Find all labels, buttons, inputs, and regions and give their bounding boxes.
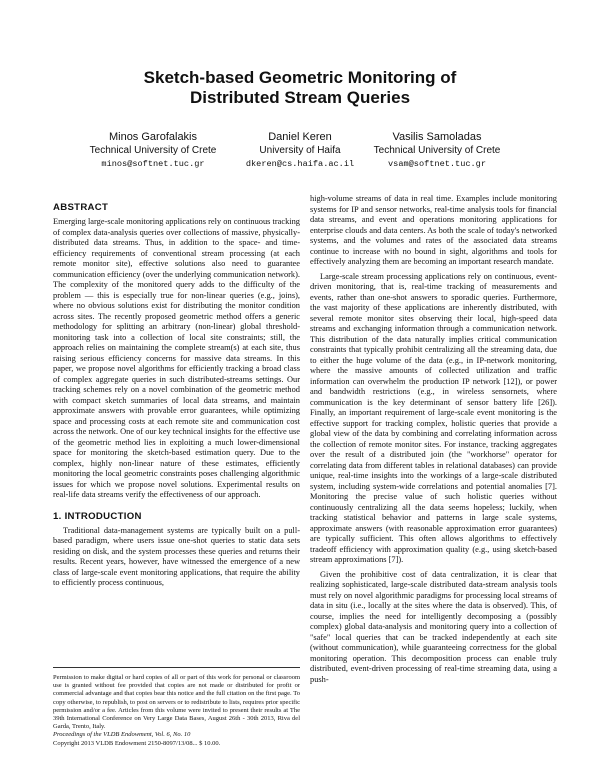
author-name: Minos Garofalakis (108, 131, 198, 143)
copyright-line: Copyright 2013 VLDB Endowment 2150-8097/13/08... $ 10.00. (53, 739, 221, 747)
author-email: vsam@softnet.tuc.gr (388, 159, 486, 169)
abstract-text: Emerging large-scale monitoring applications rely on continuous tracking of complex data-analysis queries over collections of massive, physically-distributed data streams. Thus, in addition to the space- and time-efficiency requirements of conventional stream processing (at each remote monitor site), effective solutions also need to guarantee communication efficiency (over the underlying communication network). The complexity of the monitored query adds to the difficulty of the problem — this is especially true for non-linear queries (e.g., joins), where no obvious solutions exist for distributing the monitor condition across sites. The recently proposed geometric method offers a generic methodology for splitting an arbitrary (non-linear) global threshold-monitoring task into a collection of local site constraints; still, the approach relies on maintaining the complete stream(s) at each site, thus raising serious efficiency concerns for massive data streams. In this paper, we propose novel algorithms for efficiently tracking a broad class of complex aggregate queries in such distributed-streams settings. Our tracking schemes rely on a novel combination of the geometric method with compact sketch summaries of local data streams, and maintain approximate answers with provable error guarantees, while optimizing space and processing costs at each remote site and communication cost across the network. One of our key technical insights for the effective use of the geometric method lies in exploiting a much lower-dimensional space for monitoring the sketch-based estimation query. Due to the complex, highly non-linear nature of these estimates, efficiently monitoring the local geometric constraints poses challenging algorithmic issues for which we propose novel solutions. Experimental results on real-life data streams verify the effectiveness of our approach. (53, 217, 300, 499)
author-name: Daniel Keren (268, 131, 332, 143)
paper-title-line-1: Sketch-based Geometric Monitoring of (143, 68, 457, 87)
right-paragraph-1: high-volume streams of data in real time. Examples include monitoring systems for IP and sensor networks, real-time analysis tools for financial data streams, and event and operations monitoring applications for enterprise clouds and data centers. As both the scale of today's networked systems, and the volumes and rates of the associated data streams continue to increase with no bound in sight, algorithms and tools for effectively analyzing them are becoming an important research mandate. (310, 194, 557, 266)
author-affiliation: University of Haifa (259, 145, 341, 156)
author-block (0, 131, 600, 181)
author-affiliation: Technical University of Crete (373, 145, 501, 156)
paper-title (0, 68, 600, 108)
paper-title-line-2: Distributed Stream Queries (189, 88, 411, 107)
author-name: Vasilis Samoladas (392, 131, 482, 143)
permission-text: Permission to make digital or hard copies of all or part of this work for personal or classroom use is granted without fee provided that copies are not made or distributed for profit or commercial advantage and that copies bear this notice and the full citation on the first page. To copy otherwise, to republish, to post on servers or to redistribute to lists, requires prior specific permission and/or a fee. Articles from this volume were invited to present their results at The 39th International Conference on Very Large Data Bases, August 26th - 30th 2013, Riva del Garda, Trento, Italy. (53, 674, 300, 731)
right-paragraph-2: Large-scale stream processing applications rely on continuous, event-driven monitoring, that is, real-time tracking of measurements and events, rather than one-shot answers to sporadic queries. Furthermore, the vast majority of these applications are inherently distributed, with several remote monitor sites observing their local, high-speed data streams and exchanging information through a communication network. This distribution of the data naturally implies critical communication constraints that typically prohibit centralizing all the streaming data, due to either the huge volume of the data (e.g., in IP-network monitoring, where the massive amounts of collected utilization and traffic information can overwhelm the production IP network [12]), or power and bandwidth restrictions (e.g., in wireless sensornets, where communication is the key determinant of sensor battery life [26]). Finally, an important requirement of large-scale event monitoring is the effective support for tracking complex, holistic queries that provide a global view of the data by combining and correlating information across the collection of remote monitor sites. For instance, tracking aggregates over the result of a distributed join (the "workhorse" operator for correlating data from different tables in relational databases) can provide unique, real-time insights into the workings of a large-scale distributed system, including system-wide correlations and potential anomalies [7]. Monitoring the precise value of such holistic queries without continuously centralizing all the data seems hopeless; luckily, when tracking statistical behavior and patterns in large scale systems, approximate answers (with reasonable approximation error guarantees) are typically sufficient. This often allows algorithms to effectively tradeoff efficiency with approximation quality (e.g., using sketch-based stream approximations [7]). (310, 271, 557, 564)
author-email: minos@softnet.tuc.gr (101, 159, 205, 169)
right-column (310, 194, 557, 689)
permission-footnote (53, 667, 300, 748)
abstract-heading: ABSTRACT (53, 202, 109, 213)
left-column (53, 196, 300, 593)
author-affiliation: Technical University of Crete (89, 145, 217, 156)
author-3 (352, 131, 522, 171)
right-paragraph-3: Given the prohibitive cost of data centralization, it is clear that realizing sophisticated, large-scale distributed data-stream analysis tools must rely on novel algorithmic paradigms for processing local streams of data in situ (i.e., locally at the sites where the data is observed). This, of course, implies the need for intelligently decomposing a (possibly complex) global data-analysis and monitoring query into a collection of "safe" local queries that can be tracked independently at each site (without communication), while guaranteeing correctness for the global monitoring operation. This decomposition process can enable truly distributed, event-driven processing of real-time streaming data, using a push- (310, 569, 557, 684)
author-1 (68, 131, 238, 171)
introduction-heading: 1. INTRODUCTION (53, 510, 142, 522)
proceedings-line: Proceedings of the VLDB Endowment, Vol. 6, No. 10 (53, 731, 191, 739)
author-email: dkeren@cs.haifa.ac.il (245, 159, 355, 169)
intro-paragraph-1: Traditional data-management systems are typically built on a pull-based paradigm, where users issue one-shot queries to static data sets residing on disk, and the system processes these queries and returns their results. Recent years, however, have witnessed the emergence of a new class of large-scale event monitoring applications, that require the ability to efficiently process continuous, (53, 525, 300, 587)
